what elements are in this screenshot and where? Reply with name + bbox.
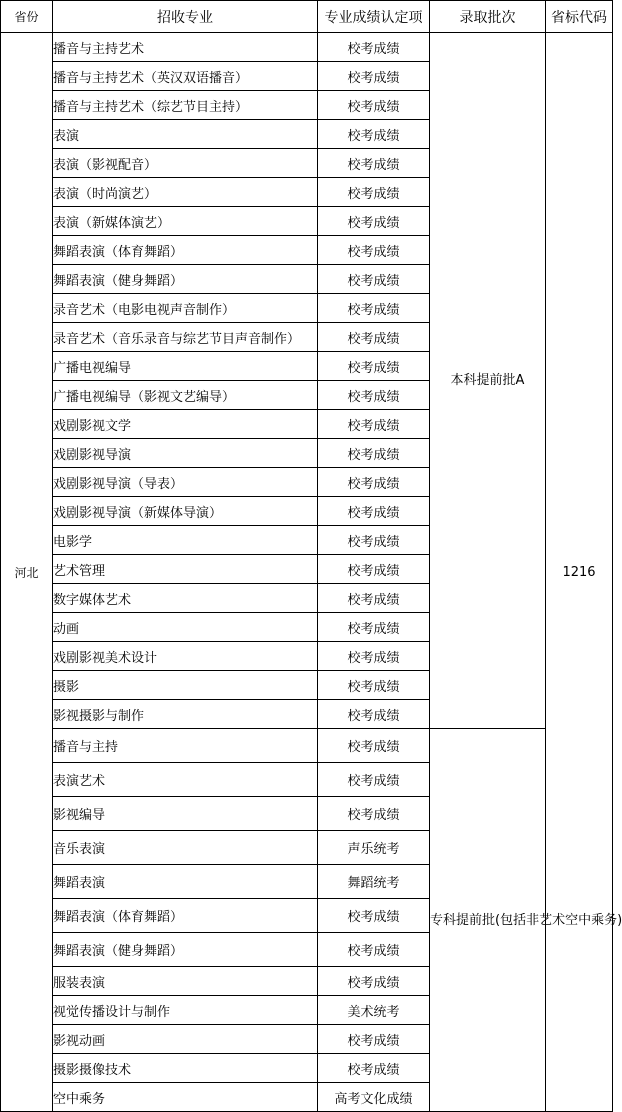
major-cell: 舞蹈表演（健身舞蹈）	[53, 933, 318, 967]
major-cell: 舞蹈表演（体育舞蹈）	[53, 236, 318, 265]
code-cell: 1216	[546, 33, 613, 1112]
major-cell: 影视摄影与制作	[53, 700, 318, 729]
header-batch: 录取批次	[430, 1, 546, 33]
score-cell: 校考成绩	[318, 178, 430, 207]
score-cell: 舞蹈统考	[318, 865, 430, 899]
major-cell: 影视动画	[53, 1025, 318, 1054]
major-cell: 表演（时尚演艺）	[53, 178, 318, 207]
score-cell: 校考成绩	[318, 468, 430, 497]
major-cell: 录音艺术（电影电视声音制作）	[53, 294, 318, 323]
score-cell: 校考成绩	[318, 584, 430, 613]
score-cell: 校考成绩	[318, 1025, 430, 1054]
major-cell: 广播电视编导（影视文艺编导）	[53, 381, 318, 410]
score-cell: 校考成绩	[318, 207, 430, 236]
major-cell: 动画	[53, 613, 318, 642]
score-cell: 校考成绩	[318, 352, 430, 381]
major-cell: 摄影	[53, 671, 318, 700]
score-cell: 校考成绩	[318, 439, 430, 468]
score-cell: 校考成绩	[318, 729, 430, 763]
major-cell: 空中乘务	[53, 1083, 318, 1112]
major-cell: 播音与主持艺术	[53, 33, 318, 62]
score-cell: 校考成绩	[318, 265, 430, 294]
score-cell: 校考成绩	[318, 323, 430, 352]
major-cell: 播音与主持	[53, 729, 318, 763]
score-cell: 校考成绩	[318, 497, 430, 526]
table-body	[1, 33, 622, 1112]
score-cell: 校考成绩	[318, 120, 430, 149]
score-cell: 美术统考	[318, 996, 430, 1025]
major-cell: 数字媒体艺术	[53, 584, 318, 613]
major-cell: 戏剧影视美术设计	[53, 642, 318, 671]
major-cell: 表演艺术	[53, 763, 318, 797]
major-cell: 摄影摄像技术	[53, 1054, 318, 1083]
score-cell: 校考成绩	[318, 236, 430, 265]
major-cell: 电影学	[53, 526, 318, 555]
major-cell: 舞蹈表演	[53, 865, 318, 899]
header-score: 专业成绩认定项	[318, 1, 430, 33]
score-cell: 校考成绩	[318, 381, 430, 410]
score-cell: 校考成绩	[318, 62, 430, 91]
major-cell: 舞蹈表演（体育舞蹈）	[53, 899, 318, 933]
score-cell: 校考成绩	[318, 33, 430, 62]
table-row	[1, 729, 613, 763]
score-cell: 校考成绩	[318, 700, 430, 729]
score-cell: 校考成绩	[318, 526, 430, 555]
batch-cell: 专科提前批(包括非艺术空中乘务)	[430, 729, 546, 1112]
major-cell: 音乐表演	[53, 831, 318, 865]
header-row	[1, 1, 613, 33]
major-cell: 表演	[53, 120, 318, 149]
score-cell: 校考成绩	[318, 671, 430, 700]
score-cell: 校考成绩	[318, 294, 430, 323]
score-cell: 声乐统考	[318, 831, 430, 865]
score-cell: 校考成绩	[318, 410, 430, 439]
score-cell: 校考成绩	[318, 149, 430, 178]
major-cell: 艺术管理	[53, 555, 318, 584]
header-code: 省标代码	[546, 1, 613, 33]
score-cell: 高考文化成绩	[318, 1083, 430, 1112]
major-cell: 戏剧影视导演（新媒体导演）	[53, 497, 318, 526]
major-cell: 表演（影视配音）	[53, 149, 318, 178]
major-cell: 影视编导	[53, 797, 318, 831]
batch-cell: 本科提前批A	[430, 33, 546, 729]
major-cell: 服装表演	[53, 967, 318, 996]
score-cell: 校考成绩	[318, 642, 430, 671]
major-cell: 播音与主持艺术（综艺节目主持）	[53, 91, 318, 120]
table-header	[1, 1, 613, 33]
major-cell: 舞蹈表演（健身舞蹈）	[53, 265, 318, 294]
major-cell: 戏剧影视导演（导表）	[53, 468, 318, 497]
province-cell: 河北	[1, 33, 53, 1112]
major-cell: 广播电视编导	[53, 352, 318, 381]
major-cell: 录音艺术（音乐录音与综艺节目声音制作）	[53, 323, 318, 352]
score-cell: 校考成绩	[318, 933, 430, 967]
score-cell: 校考成绩	[318, 763, 430, 797]
score-cell: 校考成绩	[318, 967, 430, 996]
major-cell: 戏剧影视文学	[53, 410, 318, 439]
major-cell: 戏剧影视导演	[53, 439, 318, 468]
header-major: 招收专业	[53, 1, 318, 33]
score-cell: 校考成绩	[318, 555, 430, 584]
header-province: 省份	[1, 1, 53, 33]
major-cell: 表演（新媒体演艺）	[53, 207, 318, 236]
table-row	[1, 33, 613, 62]
score-cell: 校考成绩	[318, 899, 430, 933]
major-cell: 播音与主持艺术（英汉双语播音）	[53, 62, 318, 91]
score-cell: 校考成绩	[318, 797, 430, 831]
score-cell: 校考成绩	[318, 1054, 430, 1083]
major-cell: 视觉传播设计与制作	[53, 996, 318, 1025]
score-cell: 校考成绩	[318, 613, 430, 642]
score-cell: 校考成绩	[318, 91, 430, 120]
